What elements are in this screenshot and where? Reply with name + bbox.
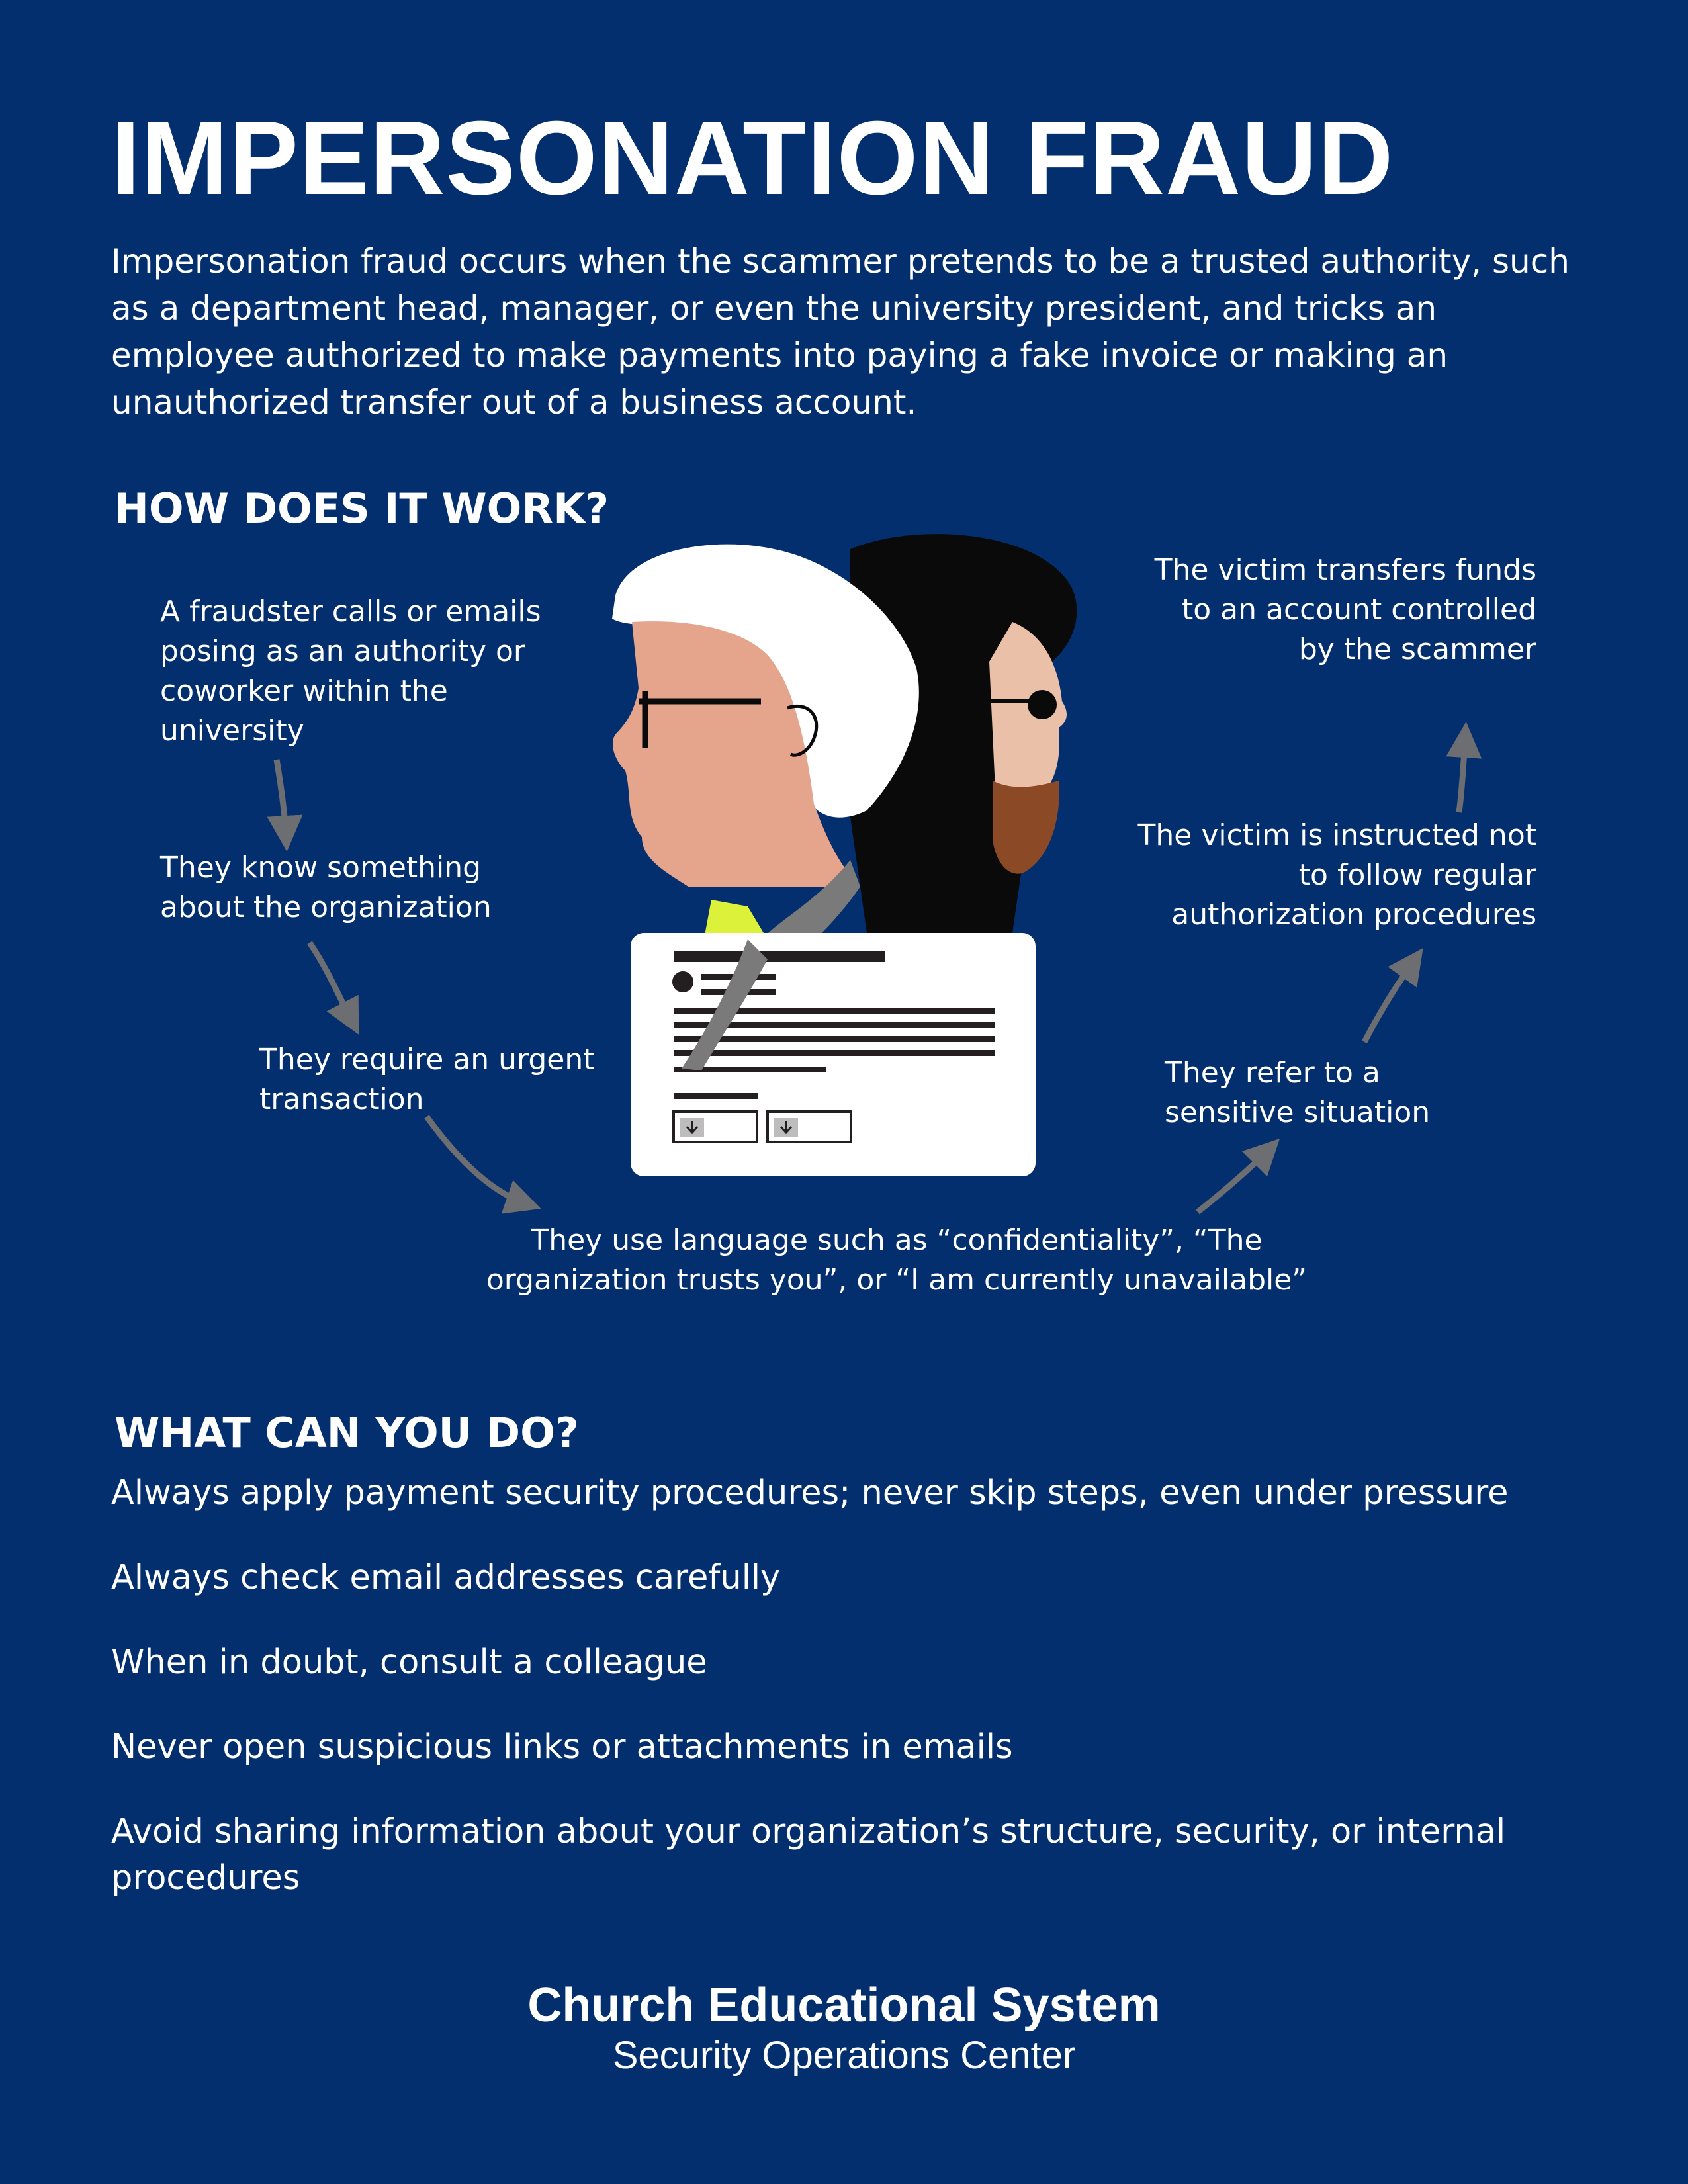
tip-item: Always apply payment security procedures; never skip steps, even under pressure — [111, 1473, 1509, 1512]
back-person-beard — [993, 781, 1059, 874]
flow-step: A fraudster calls or emails posing as an authority or coworker within the university — [160, 595, 541, 748]
arrow-icon — [427, 1117, 524, 1203]
intro-paragraph: Impersonation fraud occurs when the scammer pretends to be a trusted authority, such as a department head, manager, or even the university president, and tricks an employee authorized to make payments into paying a fake invoice or making an unauthorized transfer out of a business account. — [111, 242, 1570, 421]
tip-item: Never open suspicious links or attachments in emails — [111, 1727, 1013, 1767]
download-icon — [774, 1118, 798, 1137]
tip-item: Always check email addresses carefully — [111, 1558, 781, 1597]
arrow-icon — [1198, 1151, 1267, 1212]
arrow-icon — [1364, 963, 1413, 1042]
tip-item: Avoid sharing information about your organization’s structure, security, or internal procedures — [111, 1812, 1506, 1898]
document-card — [631, 933, 1036, 1176]
flow-step: They use language such as “confidentiality”, “The organization trusts you”, or “I am currently unavailable” — [486, 1223, 1308, 1297]
page-title: IMPERSONATION FRAUD — [111, 100, 1394, 216]
what-heading: WHAT CAN YOU DO? — [114, 1409, 579, 1457]
tip-item: When in doubt, consult a colleague — [111, 1643, 707, 1682]
tips-list — [111, 1470, 1633, 1940]
arrow-icon — [1459, 740, 1465, 812]
flow-step: They require an urgent transaction — [259, 1043, 595, 1116]
flow-step: They know something about the organization — [160, 851, 492, 924]
flow-step: The victim is instructed not to follow regular authorization procedures — [1137, 818, 1536, 932]
arrow-icon — [277, 760, 286, 834]
flow-step: The victim transfers funds to an account controlled by the scammer — [1154, 553, 1536, 666]
footer-department: Security Operations Center — [612, 2034, 1076, 2077]
arrow-icon — [310, 943, 351, 1019]
how-heading: HOW DOES IT WORK? — [114, 484, 609, 533]
flow-step: They refer to a sensitive situation — [1165, 1056, 1431, 1129]
download-icon — [680, 1118, 704, 1137]
footer-organization: Church Educational System — [527, 1979, 1161, 2032]
